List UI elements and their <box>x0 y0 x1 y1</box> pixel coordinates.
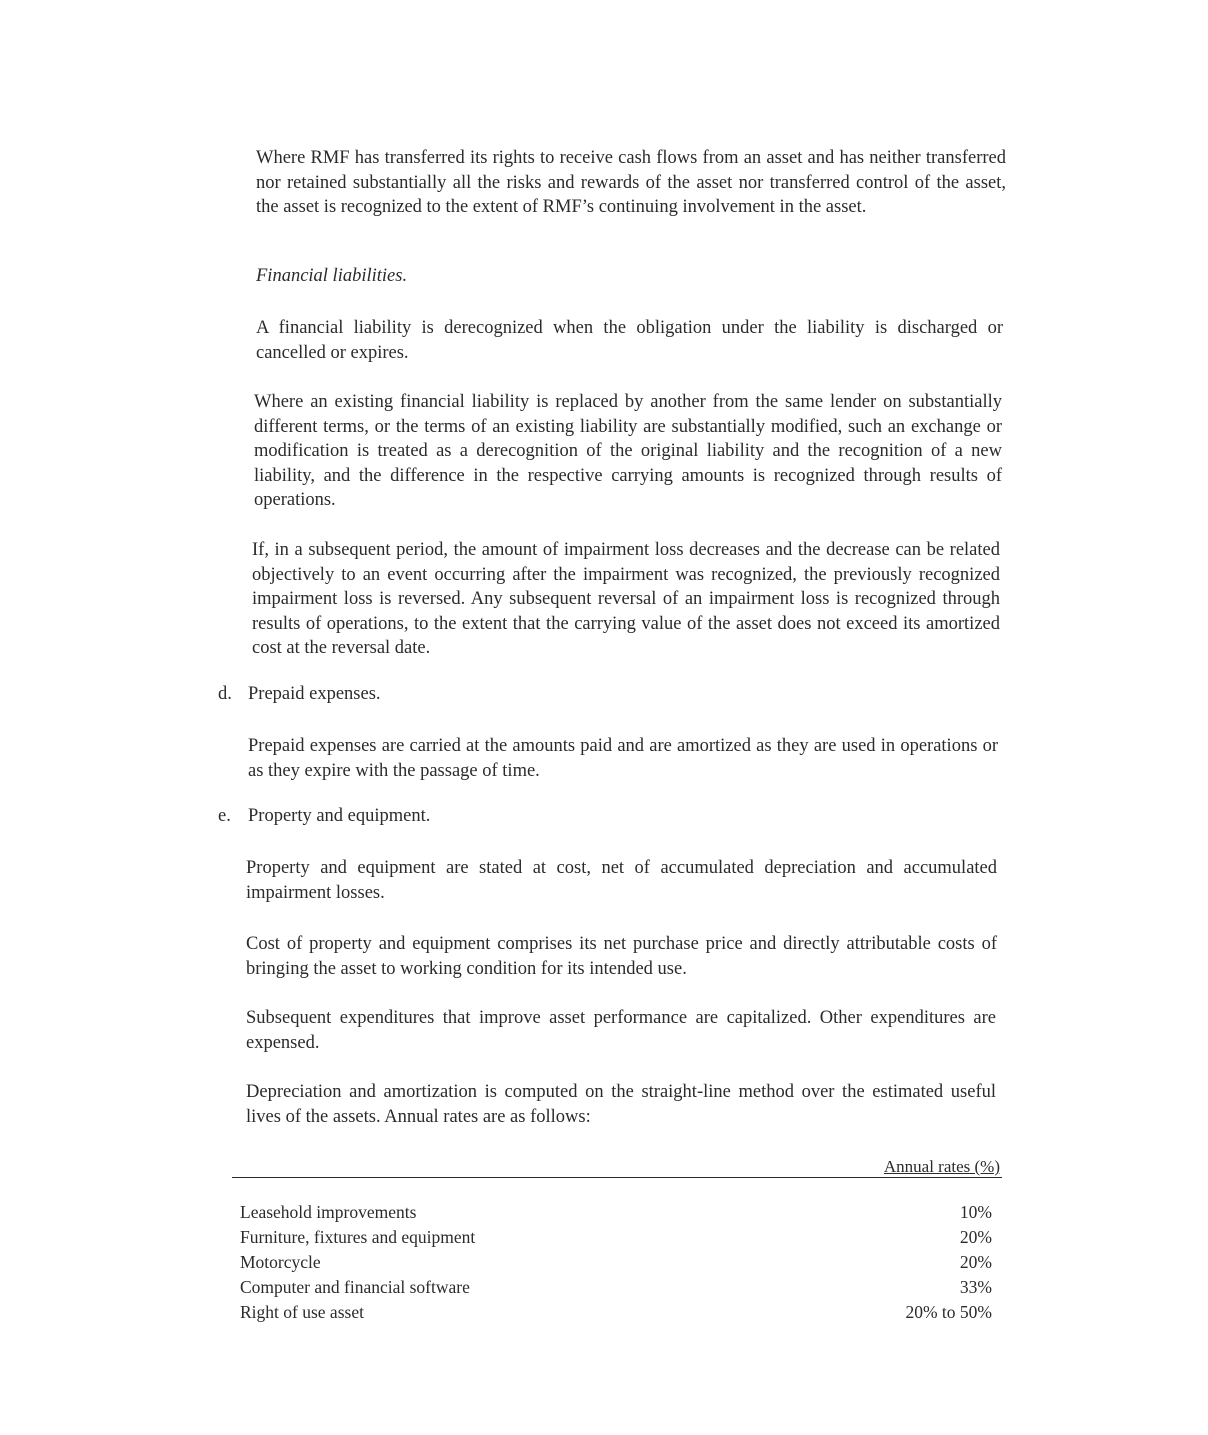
annual-rate-value: 33% <box>959 1277 992 1297</box>
paragraph-derecognition: A financial liability is derecognized when the obligation under the liability is discharged or cancelled or expires. <box>256 318 1003 363</box>
section-e-heading <box>218 806 430 827</box>
rates-table-row <box>240 1250 992 1275</box>
rates-table-header: Annual rates (%) <box>883 1157 1000 1176</box>
rates-table-row <box>240 1300 992 1325</box>
rates-table-rule <box>232 1177 1002 1178</box>
paragraph-cost-of-property: Cost of property and equipment comprises its net purchase price and directly attributable costs of bringing the asset to working condition for its intended use. <box>246 934 997 979</box>
annual-rate-value: 20% <box>959 1227 992 1247</box>
asset-class-label: Motorcycle <box>240 1252 321 1272</box>
paragraph-depreciation-method: Depreciation and amortization is computed on the straight-line method over the estimated useful lives of the assets. Annual rates are as follows: <box>246 1082 996 1127</box>
asset-class-label: Right of use asset <box>240 1302 364 1322</box>
annual-rate-value: 20% <box>959 1252 992 1272</box>
paragraph-liability-replaced: Where an existing financial liability is replaced by another from the same lender on substantially different terms, or the terms of an existing liability are substantially modified, such an exchange or modification is treated as a derecognition of the original liability and the recognition of a new liability, and the difference in the respective carrying amounts is recognized through results of operations. <box>254 392 1002 510</box>
rates-table-row <box>240 1200 992 1225</box>
paragraph-transfer-of-rights: Where RMF has transferred its rights to receive cash flows from an asset and has neither transferred nor retained substantially all the risks and rewards of the asset nor transferred control of the asset, the asset is recognized to the extent of RMF’s continuing involvement in the asset. <box>256 148 1006 217</box>
asset-class-label: Computer and financial software <box>240 1277 470 1297</box>
rates-table <box>240 1200 992 1325</box>
paragraph-subsequent-expenditures: Subsequent expenditures that improve asset performance are capitalized. Other expenditures are expensed. <box>246 1008 996 1053</box>
subheading-financial-liabilities: Financial liabilities. <box>256 266 408 286</box>
section-d-title: Prepaid expenses. <box>248 684 381 704</box>
paragraph-property-stated-at-cost: Property and equipment are stated at cost, net of accumulated depreciation and accumulated impairment losses. <box>246 858 997 903</box>
section-d-marker: d. <box>218 684 232 704</box>
section-e-marker: e. <box>218 806 231 826</box>
asset-class-label: Furniture, fixtures and equipment <box>240 1227 476 1247</box>
annual-rate-value: 10% <box>959 1202 992 1222</box>
asset-class-label: Leasehold improvements <box>240 1202 417 1222</box>
paragraph-prepaid-expenses: Prepaid expenses are carried at the amounts paid and are amortized as they are used in operations or as they expire with the passage of time. <box>248 736 998 781</box>
annual-rate-value: 20% to 50% <box>905 1302 992 1322</box>
section-d-heading <box>218 684 381 705</box>
paragraph-impairment-reversal: If, in a subsequent period, the amount of impairment loss decreases and the decrease can be related objectively to an event occurring after the impairment was recognized, the previously recognized impairment loss is reversed. Any subsequent reversal of an impairment loss is recognized through results of operations, to the extent that the carrying value of the asset does not exceed its amortized cost at the reversal date. <box>252 540 1000 658</box>
rates-table-row <box>240 1225 992 1250</box>
rates-table-row <box>240 1275 992 1300</box>
section-e-title: Property and equipment. <box>248 806 431 826</box>
